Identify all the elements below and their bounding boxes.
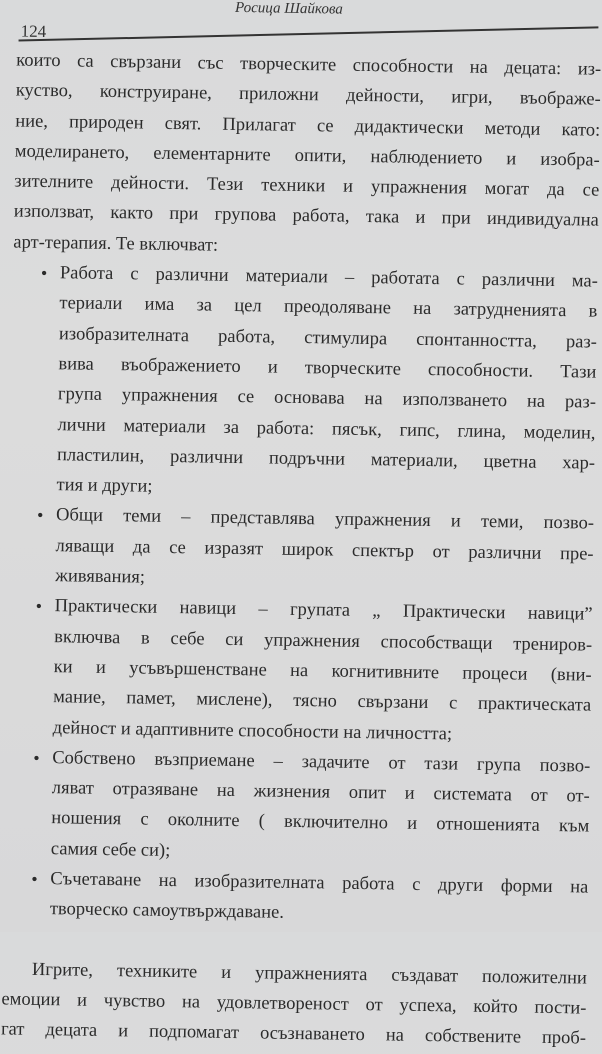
text-line: емоции и чувство на удовлетвореност от успеха, който пости- (1, 989, 587, 1019)
header-rule (19, 26, 599, 41)
text-line: Собствено възприемане – задачите от тази група позво- (52, 747, 591, 777)
text-line: живявания; (54, 566, 146, 588)
text-line: ки и усъвършенстване на когнитивните процеси (вни- (53, 657, 592, 686)
text-line: включва в себе си упражнения способстващи трениров- (54, 626, 593, 656)
running-head (7, 0, 602, 45)
text-line: лични материали за работа: пясък, гипс, глина, моделин, (57, 414, 596, 444)
page-number: 124 (20, 21, 47, 41)
author-name: Росица Шайкова (234, 0, 343, 18)
text-line: Практически навици – групата „ Практически навици” (54, 596, 593, 625)
text-line: ние, природен свят. Прилагат се дидактически методи като: (15, 111, 601, 141)
text-line: зителните дейности. Тези техники и упражнения могат да се (14, 171, 600, 201)
bullet-icon: • (31, 868, 38, 889)
list-item (3, 863, 589, 933)
text-line: ляват отразяване на жизнения опит и системата от от- (51, 778, 590, 807)
text-line: изобразителната работа, стимулира спонтанността, раз- (58, 323, 598, 353)
list-item (6, 591, 593, 752)
text-line: вива въображението и творческите способности. Тази (58, 354, 597, 383)
text-line: които са свързани със творческите способности на децата: из- (16, 50, 602, 80)
bullet-icon: • (40, 262, 48, 284)
text-line: териали има за цел преодоляване на затрудненията в (59, 293, 598, 323)
text-line: тия и други; (56, 475, 153, 497)
bullet-icon: • (36, 505, 44, 526)
text-line: ношения с околните ( включително и отношенията към (51, 808, 590, 838)
bullet-icon: • (35, 596, 43, 617)
text-line: ляващи да се изразят широк спектър от различни пре- (55, 535, 594, 565)
intro-paragraph (13, 45, 601, 266)
text-line: Работа с различни материали – работата с различни ма- (59, 263, 598, 292)
text-line: група упражнения се основава на използването на раз- (57, 384, 597, 413)
text-line: куство, конструиране, приложни дейности, игри, въображе- (15, 80, 601, 110)
text-line: гат децата и подпомагат осъзнаването на собствените проб- (0, 1019, 587, 1049)
bullet-icon: • (33, 747, 40, 768)
text-line: Игрите, техниките и упражненията създават положителни (31, 959, 588, 989)
text-line: творческо самоутвърждаване. (49, 899, 285, 924)
text-line: Общи теми – представлява упражнения и теми, позво- (55, 505, 595, 535)
closing-paragraph (1, 954, 587, 1054)
text-line: мание, памет, мислене), тясно свързани с практическата (53, 687, 592, 716)
text-line: дейност и адаптивните способности на личността; (52, 717, 453, 744)
bullet-list (3, 258, 598, 934)
list-item (4, 742, 591, 872)
list-item (9, 258, 598, 510)
text-line: използват, както при групова работа, така и при индивидуална (13, 201, 599, 232)
body-text (1, 45, 602, 1054)
text-line: арт-терапия. Те включват: (13, 232, 219, 256)
text-line: самия себе си); (50, 838, 171, 861)
text-line: моделирането, елементарните опити, наблюдението и изобра- (14, 141, 600, 171)
list-item (8, 500, 594, 600)
text-line: пластилин, различни подръчни материали, цветна хар- (56, 445, 596, 474)
text-line: Съчетаване на изобразителната работа с други форми на (50, 869, 589, 898)
